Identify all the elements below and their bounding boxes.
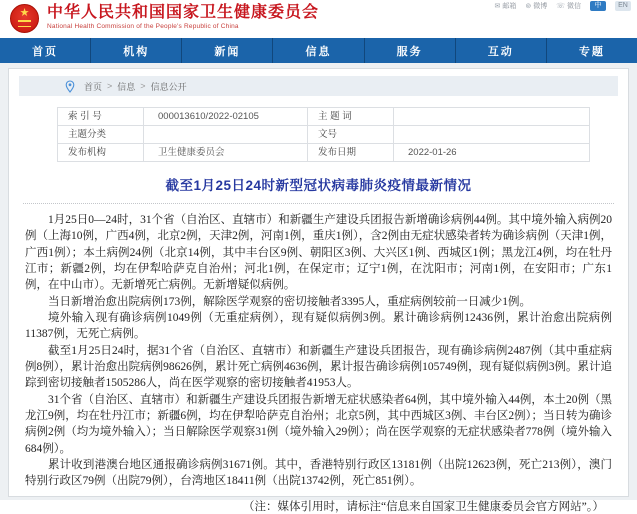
document-meta-table xyxy=(57,107,590,162)
breadcrumb-info-public[interactable]: 信息公开 xyxy=(150,81,187,92)
weibo-link[interactable]: ⊚ 微博 xyxy=(525,3,548,10)
meta-category-value xyxy=(144,126,308,144)
meta-index-label: 索 引 号 xyxy=(58,108,144,126)
article-title: 截至1月25日24时新型冠状病毒肺炎疫情最新情况 xyxy=(165,178,472,193)
meta-date-label: 发布日期 xyxy=(308,144,394,162)
meta-agency-value: 卫生健康委员会 xyxy=(144,144,308,162)
content-panel xyxy=(8,68,629,513)
breadcrumb-separator: > xyxy=(140,81,146,91)
site-title: 中华人民共和国国家卫生健康委员会 xyxy=(47,4,320,21)
nav-item-special[interactable]: 专题 xyxy=(546,38,637,63)
meta-subject-label: 主 题 词 xyxy=(308,108,394,126)
wechat-icon: ☏ xyxy=(556,3,565,10)
site-header xyxy=(0,0,637,38)
meta-docnum-value xyxy=(394,126,590,144)
meta-category-label: 主题分类 xyxy=(58,126,144,144)
nav-item-news[interactable]: 新闻 xyxy=(181,38,272,63)
mail-link[interactable]: ✉ 邮箱 xyxy=(494,3,517,10)
article-body xyxy=(25,212,612,490)
location-pin-icon xyxy=(65,80,75,93)
weibo-icon: ⊚ xyxy=(525,3,532,10)
article-paragraph: 31个省（自治区、直辖市）和新疆生产建设兵团报告新增无症状感染者64例，其中境外输入44例，本土20例（黑龙江9例，均在牡丹江市；新疆6例，均在伊犁哈萨克自治州；北京5例，其中西城区3例、丰台区2例）；当日转为确诊病例2例（均为境外输入）；当日解除医学观察31例（境外输入29例）；尚在医学观察的无症状感染者778例（境外输入684例）。 xyxy=(25,393,612,455)
nav-item-info[interactable]: 信息 xyxy=(272,38,363,63)
meta-index-value: 000013610/2022-02105 xyxy=(144,108,308,126)
title-divider xyxy=(23,203,614,204)
emblem-gate-icon xyxy=(18,20,31,27)
citation-note: （注：媒体引用时，请标注“信息来自国家卫生健康委员会官方网站”。） xyxy=(243,500,604,513)
article-paragraph: 截至1月25日24时，据31个省（自治区、直辖市）和新疆生产建设兵团报告，现有确诊病例2487例（其中重症病例8例），累计治愈出院病例98626例，累计死亡病例4636例，累计报告确诊病例105749例，现有疑似病例3例。累计追踪到密切接触者1505286人，尚在医学观察的密切接触者41953人。 xyxy=(25,344,612,390)
meta-date-value: 2022-01-26 xyxy=(394,144,590,162)
meta-agency-label: 发布机构 xyxy=(58,144,144,162)
lang-english-button[interactable]: EN xyxy=(615,1,631,11)
breadcrumb-home[interactable]: 首页 xyxy=(84,81,103,92)
article-paragraph: 1月25日0—24时，31个省（自治区、直辖市）和新疆生产建设兵团报告新增确诊病例44例。其中境外输入病例20例（上海10例，广西4例，北京2例，天津2例，河南1例，重庆1例），含2例由无症状感染者转为确诊病例（天津1例，广西1例）；本土病例24例（北京14例，其中丰台区9例、朝阳区3例、大兴区1例、西城区1例；黑龙江4例，均在牡丹江市；新疆2例，均在伊犁哈萨克自治州；河北1例，在保定市；辽宁1例，在沈阳市；河南1例，在安阳市；广东1例，在中山市）。无新增死亡病例。无新增疑似病例。 xyxy=(25,214,612,292)
article-paragraph: 境外输入现有确诊病例1049例（无重症病例），现有疑似病例3例。累计确诊病例12436例，累计治愈出院病例11387例，无死亡病例。 xyxy=(25,311,612,341)
wechat-link[interactable]: ☏ 微信 xyxy=(556,3,581,10)
breadcrumb-separator: > xyxy=(107,81,113,91)
article-paragraph: 累计收到港澳台地区通报确诊病例31671例。其中，香港特别行政区13181例（出院12623例，死亡213例），澳门特别行政区79例（出院79例），台湾地区18411例（出院13742例，死亡851例）。 xyxy=(25,458,612,488)
quick-links-bar xyxy=(494,1,631,11)
nav-item-org[interactable]: 机构 xyxy=(90,38,181,63)
nav-item-interact[interactable]: 互动 xyxy=(455,38,546,63)
article-paragraph: 当日新增治愈出院病例173例，解除医学观察的密切接触者3395人，重症病例较前一日减少1例。 xyxy=(48,295,531,308)
breadcrumb xyxy=(19,76,618,96)
nav-item-home[interactable]: 首页 xyxy=(32,45,59,58)
mail-icon: ✉ xyxy=(494,3,501,10)
main-nav xyxy=(0,38,637,63)
nav-item-service[interactable]: 服务 xyxy=(364,38,455,63)
national-emblem-logo xyxy=(10,4,39,33)
meta-docnum-label: 文号 xyxy=(308,126,394,144)
emblem-star-icon: ★ xyxy=(19,7,30,19)
breadcrumb-info[interactable]: 信息 xyxy=(117,81,136,92)
site-subtitle: National Health Commission of the People's Republic of China xyxy=(47,23,239,30)
main-area xyxy=(0,63,637,513)
meta-subject-value xyxy=(394,108,590,126)
lang-chinese-button[interactable]: 中 xyxy=(590,1,606,11)
